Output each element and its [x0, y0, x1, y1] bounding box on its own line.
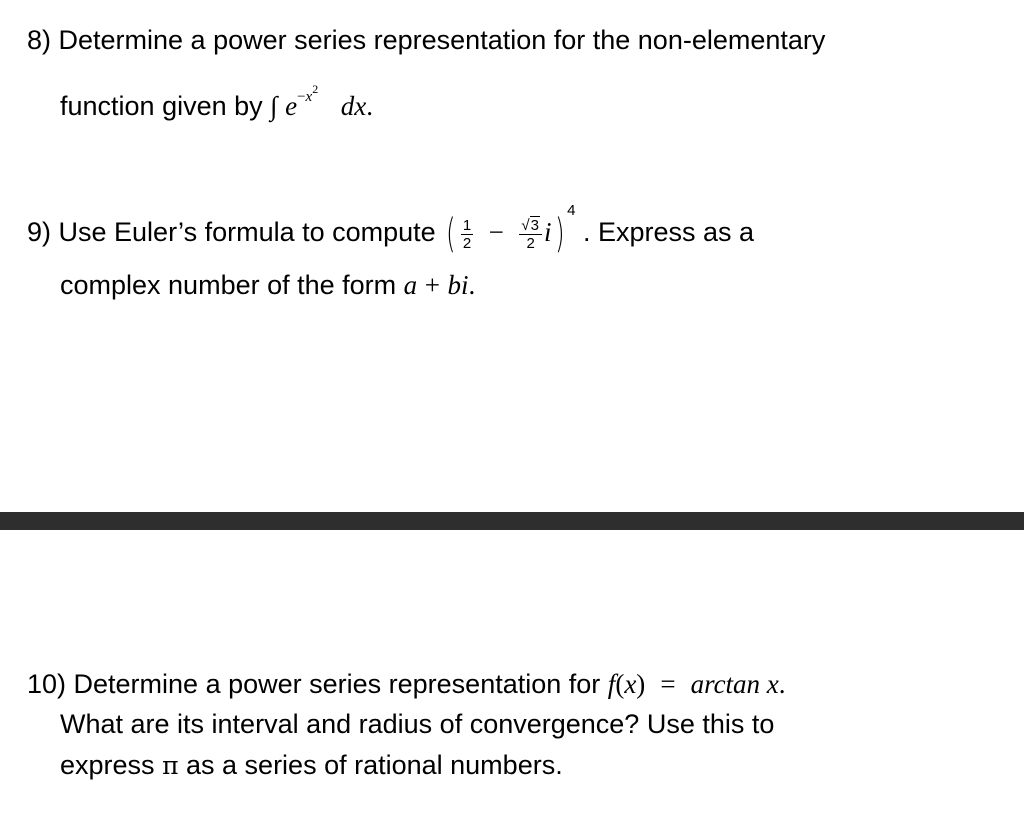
exponent: −x2 [297, 82, 319, 105]
q10-period: . [778, 669, 786, 699]
imaginary-unit: i [544, 217, 552, 248]
open-paren: ( [446, 211, 456, 257]
minus-sign: − [488, 217, 504, 248]
q9-period: . [468, 270, 476, 300]
q9-text-end: . Express as a [582, 217, 755, 248]
q10-text: 10) Determine a power series representation for [27, 669, 601, 699]
pi-symbol: π [162, 751, 179, 780]
differential: dx [340, 91, 367, 121]
q10-line-2 [60, 708, 774, 740]
q9-line-2 [60, 269, 475, 301]
q10-line-2-text: What are its interval and radius of convergence? Use this to [60, 709, 775, 739]
q10-line-3 [60, 749, 563, 782]
arctan-expr: arctan x [690, 669, 779, 699]
q9-line-1 [27, 202, 755, 257]
exp-base: e [285, 91, 298, 121]
q9-line-2-text: complex number of the form [60, 270, 397, 300]
q10-line-3-start: express [60, 750, 155, 780]
rparen: ) [636, 669, 646, 699]
plus-sign: + [424, 270, 440, 300]
page-divider [0, 512, 1024, 530]
var-a: a [403, 270, 418, 300]
q10-line-1 [27, 668, 786, 700]
func-f: f [607, 669, 616, 699]
equals-sign: = [660, 669, 676, 699]
var-bi: bi [447, 270, 469, 300]
q9-text: 9) Use Euler’s formula to compute [27, 217, 436, 248]
fraction-root3-half: $\frac{√3}{2}$ [519, 217, 542, 252]
q8-question-text: 8) Determine a power series representation for the non-elementary [27, 25, 826, 55]
power-4: 4 [567, 202, 576, 220]
close-paren: ) [554, 211, 565, 257]
lparen: ( [615, 669, 625, 699]
q10-line-3-end: as a series of rational numbers. [186, 750, 563, 780]
var-x: x [624, 669, 637, 699]
q8-period: . [366, 91, 373, 121]
q8-line-2 [60, 82, 373, 127]
q8-line-1 [27, 24, 825, 56]
q8-text: function given by [60, 91, 263, 121]
fraction-one-half: $\frac{1}{2}$ [462, 216, 472, 252]
integral-sign: ∫ [270, 91, 278, 121]
